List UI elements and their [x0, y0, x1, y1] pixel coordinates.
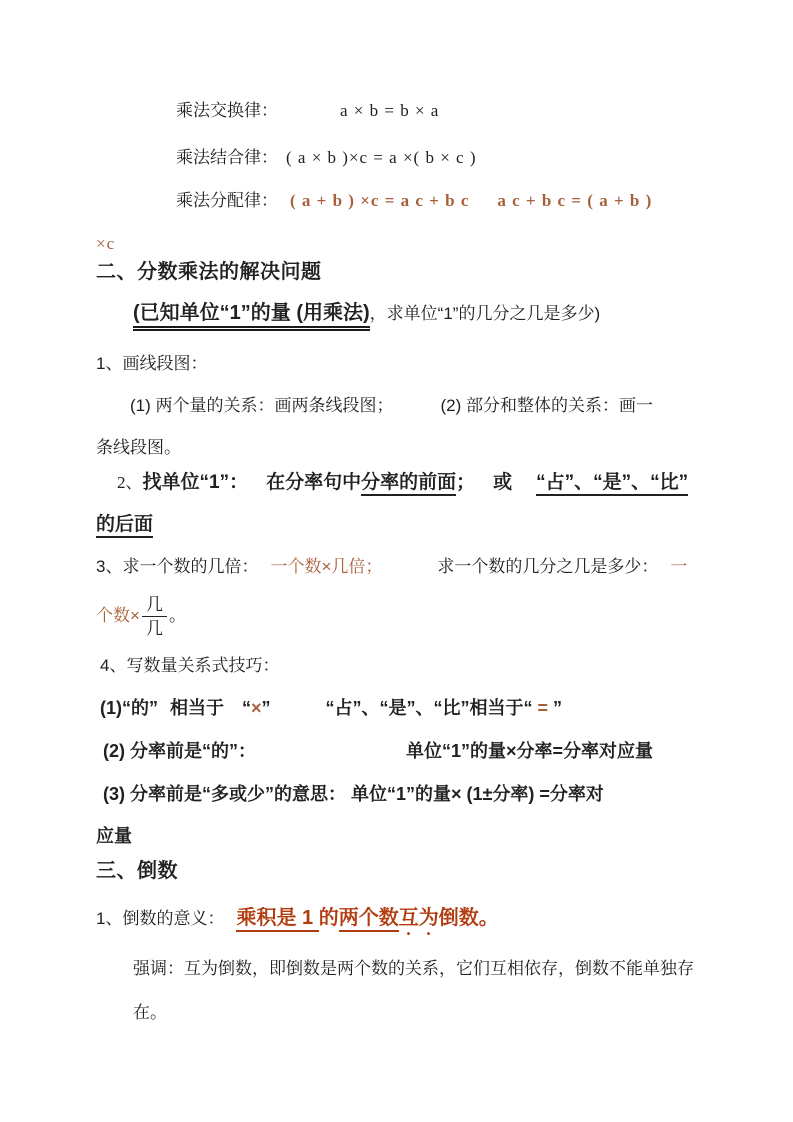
item2-keywords: “占”、“是”、“比”	[536, 472, 688, 496]
item2-in-sentence: 在分率句中	[266, 472, 362, 493]
section2-subtitle-line	[133, 300, 600, 326]
law-commutative-line	[176, 100, 439, 122]
tip1-de: (1)“的”	[100, 698, 158, 718]
item2-number: 2、	[117, 473, 143, 492]
item3-answer-1: 一个数×几倍；	[270, 557, 383, 576]
reciprocal-def-tail: 倒数。	[438, 907, 499, 929]
tip1-quote-close: ”	[261, 698, 271, 718]
item1-case-a: (1) 两个量的关系：画两条线段图；	[130, 396, 394, 415]
item4-label-line	[100, 655, 279, 677]
item1-detail-line	[130, 395, 653, 417]
tip3-formula-start: (3) 分率前是“多或少”的意思： 单位“1”的量× (1±分率) =分率对	[103, 784, 604, 804]
section3-heading	[96, 858, 178, 884]
tip1-times-sign: ×	[251, 698, 262, 718]
item1-label: 1、画线段图：	[96, 354, 208, 373]
fraction-denominator: 几	[145, 619, 163, 639]
section2-heading-text: 二、分数乘法的解决问题	[96, 261, 322, 283]
item1-label-line	[96, 353, 207, 375]
section2-subtitle-emphasis: (已知单位“1”的量 (用乘法)	[133, 302, 370, 331]
tip1-equals-sign: =	[532, 698, 554, 718]
item4-tip3-wrap-line	[96, 825, 132, 848]
item4-tip3-line	[103, 783, 604, 806]
reciprocal-def-mutually: 互为	[398, 907, 439, 929]
law-distributive-label: 乘法分配律：	[176, 191, 278, 210]
item2-wrap-line	[96, 513, 153, 538]
reciprocal-definition-line	[96, 905, 499, 940]
item4-label: 4、写数量关系式技巧：	[100, 656, 280, 675]
law-distributive-formula-2: a c + b c = ( a + b )	[497, 191, 653, 210]
item4-tip1-line	[100, 697, 562, 720]
reciprocal-note-line1	[133, 958, 694, 980]
item2-keywords-wrap: 的后面	[96, 514, 153, 538]
law-distributive-formula-1: ( a + b ) ×c = a c + b c	[290, 191, 470, 210]
item3-line	[96, 556, 687, 578]
law-distributive-wrap-line	[96, 233, 115, 255]
item1-case-b: (2) 部分和整体的关系：画一	[440, 396, 653, 415]
item3-period: 。	[168, 606, 186, 626]
tip2-formula: 单位“1”的量×分率=分率对应量	[406, 741, 654, 761]
fraction-ji-over-ji	[142, 594, 167, 640]
item2-before-rate: 分率的前面	[361, 472, 456, 496]
reciprocal-def-product-is-1: 乘积是 1	[236, 907, 318, 932]
law-associative-label: 乘法结合律：	[176, 148, 278, 167]
item3-question-2: 求一个数的几分之几是多少：	[437, 557, 659, 576]
law-commutative-formula: a × b = b × a	[340, 101, 440, 120]
item1-case-b-wrap: 条线段图。	[96, 438, 181, 457]
tip2-condition: (2) 分率前是“的”：	[103, 741, 256, 761]
tip1-equivalent: 相当于	[170, 698, 224, 718]
section3-heading-text: 三、倒数	[96, 860, 178, 882]
item2-semicolon: ；	[456, 472, 476, 493]
law-associative-line	[176, 147, 477, 169]
tip3-formula-wrap: 应量	[96, 826, 132, 846]
law-commutative-label: 乘法交换律：	[176, 101, 278, 120]
tip1-quote-open: “	[242, 698, 251, 718]
reciprocal-note-line2	[133, 1002, 167, 1024]
item3-answer-2-start: 一	[670, 557, 688, 576]
item3-question-1: 3、求一个数的几倍：	[96, 557, 259, 576]
law-distributive-formula-wrap: ×c	[96, 234, 116, 253]
reciprocal-note-text-1: 强调：互为倒数，即倒数是两个数的关系，它们互相依存，倒数不能单独存	[133, 959, 694, 978]
reciprocal-def-de: 的	[318, 907, 339, 929]
item1-wrap-line	[96, 437, 181, 459]
item4-tip2-line	[103, 740, 653, 763]
section2-heading	[96, 259, 322, 285]
reciprocal-note-text-2: 在。	[133, 1003, 167, 1022]
reciprocal-def-two-numbers: 两个数	[339, 907, 399, 932]
item2-line	[117, 471, 688, 496]
reciprocal-definition-label: 1、倒数的意义：	[96, 909, 225, 928]
item2-or: 或	[493, 472, 513, 493]
item3-answer-2-wrap: 个数×	[96, 606, 140, 626]
law-distributive-line	[176, 190, 652, 212]
tip1-keywords: “占”、“是”、“比”相当于“	[325, 698, 533, 718]
section2-subtitle-rest: ，求单位“1”的几分之几是多少)	[369, 304, 601, 323]
fraction-numerator: 几	[142, 594, 167, 617]
law-associative-formula: ( a × b )×c = a ×( b × c )	[286, 148, 477, 167]
item3-wrap-line	[96, 594, 186, 640]
tip1-quote-end: ”	[553, 698, 563, 718]
item2-find-unit: 找单位“1”：	[142, 472, 249, 493]
